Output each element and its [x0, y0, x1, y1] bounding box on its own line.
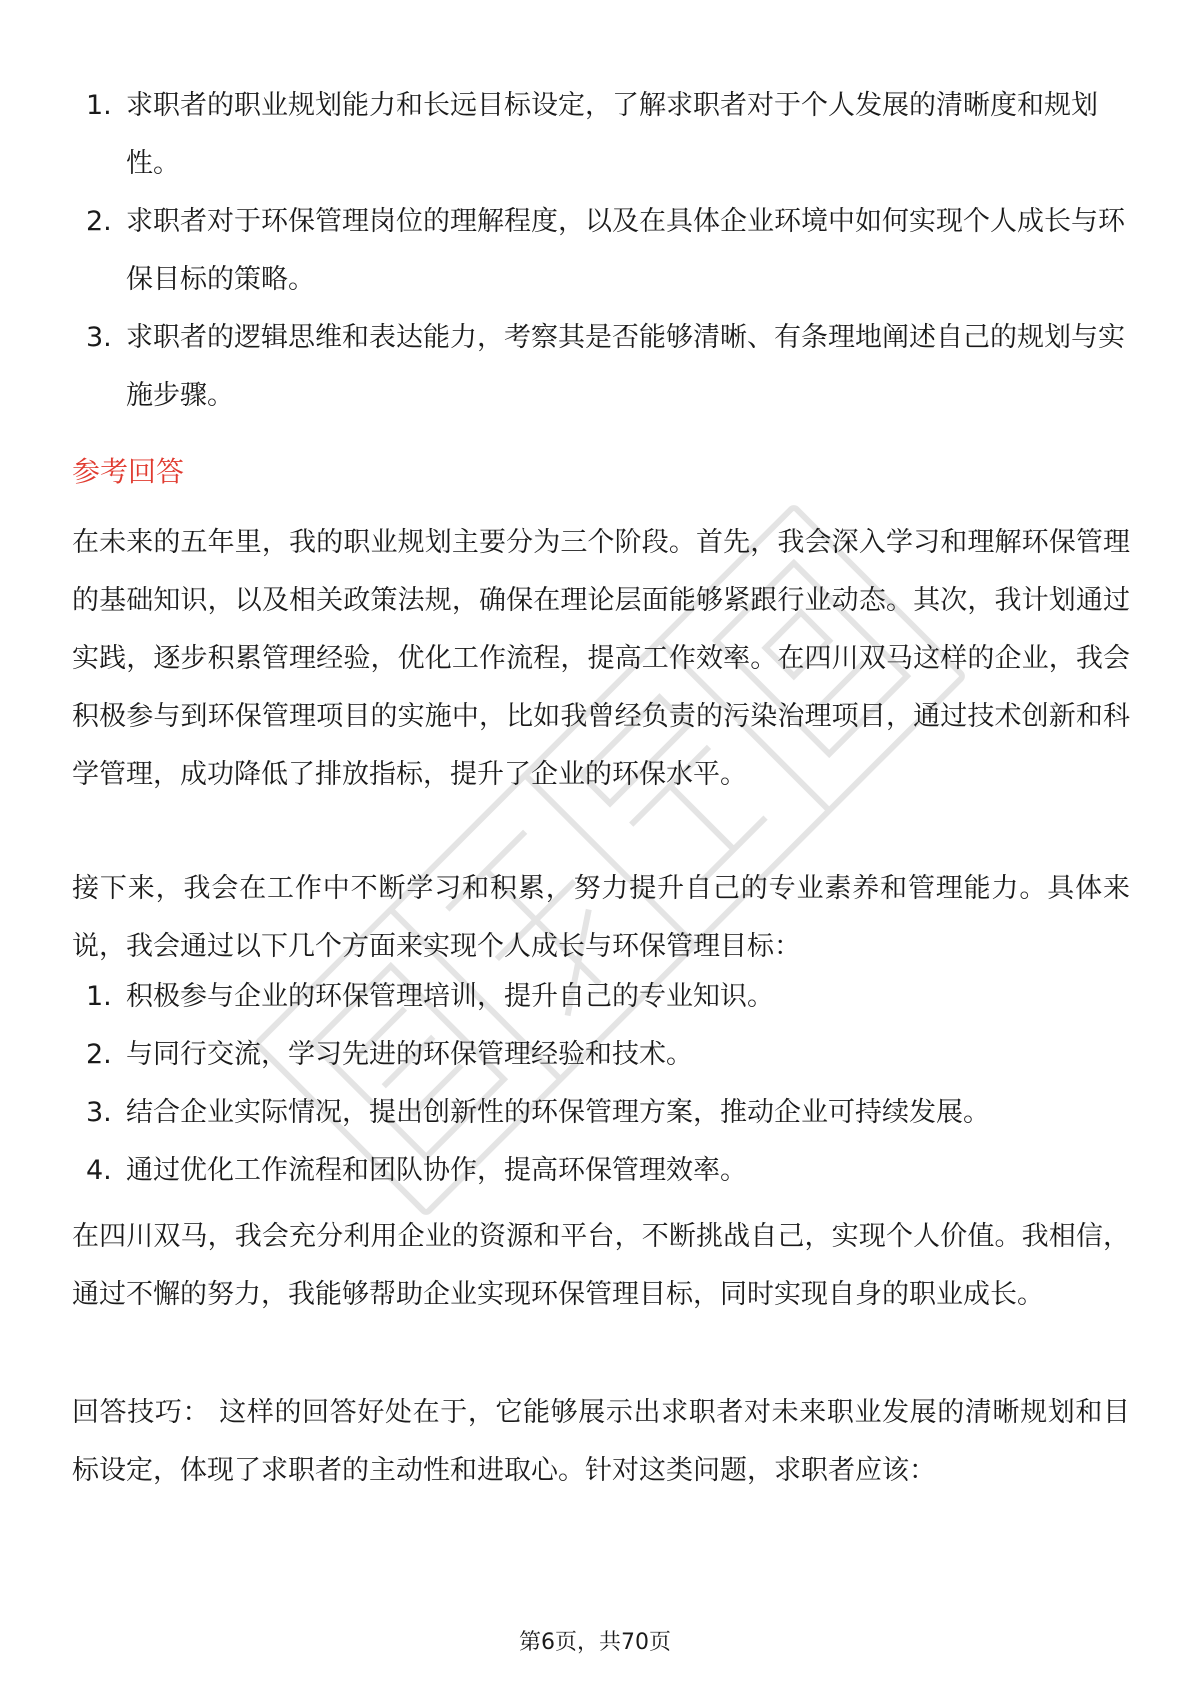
list-item	[72, 1142, 1132, 1200]
list-number: 3.	[86, 322, 112, 353]
list-item-text: 积极参与企业的环保管理培训，提升自己的专业知识。	[126, 981, 774, 1012]
list-item-text: 求职者对于环保管理岗位的理解程度，以及在具体企业环境中如何实现个人成长与环保目标的策略。	[126, 206, 1125, 295]
list-item-text: 结合企业实际情况，提出创新性的环保管理方案，推动企业可持续发展。	[126, 1097, 990, 1128]
answer-tips-paragraph: 回答技巧： 这样的回答好处在于，它能够展示出求职者对未来职业发展的清晰规划和目标设定，体现了求职者的主动性和进取心。针对这类问题，求职者应该：	[72, 1397, 1130, 1486]
list-item	[72, 968, 1132, 1026]
list-item	[72, 309, 1132, 425]
list-item	[72, 1026, 1132, 1084]
list-item	[72, 193, 1132, 309]
page-number: 第6页，共70页	[519, 1630, 671, 1655]
list-number: 3.	[86, 1097, 112, 1128]
list-number: 2.	[86, 206, 112, 237]
answer-paragraph-1: 在未来的五年里，我的职业规划主要分为三个阶段。首先，我会深入学习和理解环保管理的基础知识，以及相关政策法规，确保在理论层面能够紧跟行业动态。其次，我计划通过实践，逐步积累管理经验，优化工作流程，提高工作效率。在四川双马这样的企业，我会积极参与到环保管理项目的实施中，比如我曾经负责的污染治理项目，通过技术创新和科学管理，成功降低了排放指标，提升了企业的环保水平。	[72, 527, 1130, 790]
list-item-text: 求职者的逻辑思维和表达能力，考察其是否能够清晰、有条理地阐述自己的规划与实施步骤。	[126, 322, 1125, 411]
list-item-text: 求职者的职业规划能力和长远目标设定，了解求职者对于个人发展的清晰度和规划性。	[126, 90, 1098, 179]
list-item	[72, 77, 1132, 193]
list-item-text: 与同行交流，学习先进的环保管理经验和技术。	[126, 1039, 693, 1070]
growth-list	[72, 968, 1132, 1200]
list-number: 1.	[86, 90, 112, 121]
requirements-list	[72, 77, 1132, 425]
list-item-text: 通过优化工作流程和团队协作，提高环保管理效率。	[126, 1155, 747, 1186]
answer-paragraph-2: 接下来，我会在工作中不断学习和积累，努力提升自己的专业素养和管理能力。具体来说，我会通过以下几个方面来实现个人成长与环保管理目标：	[72, 873, 1130, 962]
section-heading: 参考回答	[72, 455, 185, 488]
list-number: 1.	[86, 981, 112, 1012]
answer-paragraph-3: 在四川双马，我会充分利用企业的资源和平台，不断挑战自己，实现个人价值。我相信，通过不懈的努力，我能够帮助企业实现环保管理目标，同时实现自身的职业成长。	[72, 1221, 1130, 1310]
list-item	[72, 1084, 1132, 1142]
list-number: 2.	[86, 1039, 112, 1070]
list-number: 4.	[86, 1155, 112, 1186]
